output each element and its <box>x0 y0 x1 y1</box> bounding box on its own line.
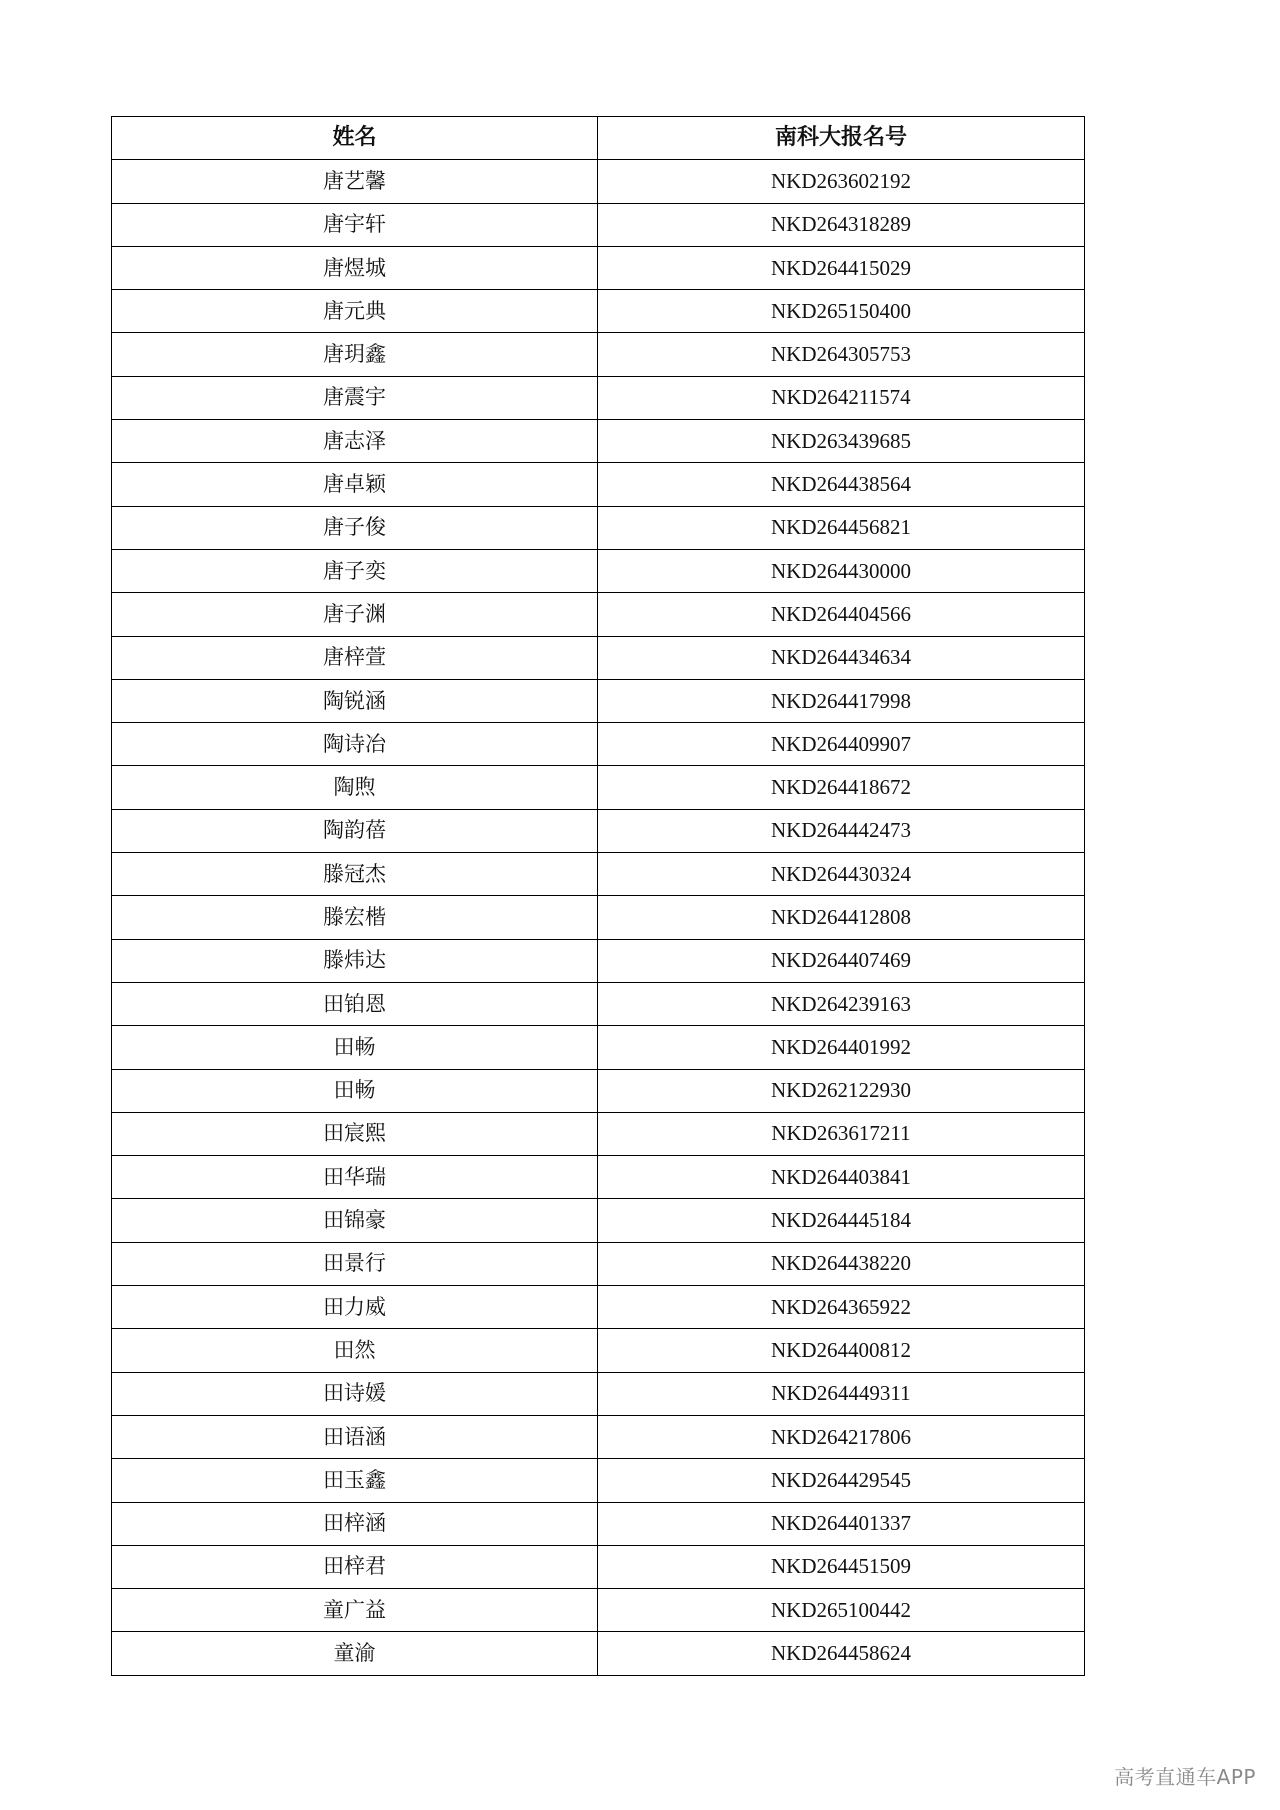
registration-id-cell: NKD263602192 <box>598 160 1085 203</box>
registration-id-cell: NKD264217806 <box>598 1415 1085 1458</box>
registration-id-cell: NKD264409907 <box>598 723 1085 766</box>
student-name-cell: 童渝 <box>112 1632 598 1675</box>
registration-id-cell: NKD264404566 <box>598 593 1085 636</box>
registration-id-cell: NKD264401337 <box>598 1502 1085 1545</box>
registration-id-cell: NKD265150400 <box>598 290 1085 333</box>
table-row <box>112 1632 1085 1675</box>
table-row <box>112 333 1085 376</box>
student-name-cell: 唐玥鑫 <box>112 333 598 376</box>
registration-id-cell: NKD264305753 <box>598 333 1085 376</box>
student-name-cell: 唐艺馨 <box>112 160 598 203</box>
table-row <box>112 1502 1085 1545</box>
table-row <box>112 1286 1085 1329</box>
table-row <box>112 160 1085 203</box>
table-row <box>112 1329 1085 1372</box>
table-row <box>112 939 1085 982</box>
student-name-cell: 田语涵 <box>112 1415 598 1458</box>
table-header-row <box>112 117 1085 160</box>
table-row <box>112 506 1085 549</box>
registration-id-cell: NKD264430324 <box>598 853 1085 896</box>
student-name-cell: 田畅 <box>112 1069 598 1112</box>
registration-id-cell: NKD264418672 <box>598 766 1085 809</box>
registration-id-cell: NKD264445184 <box>598 1199 1085 1242</box>
table-row <box>112 1459 1085 1502</box>
student-name-cell: 陶锐涵 <box>112 679 598 722</box>
column-header-name: 姓名 <box>112 117 598 160</box>
table-row <box>112 420 1085 463</box>
registration-id-cell: NKD264211574 <box>598 376 1085 419</box>
student-name-cell: 唐宇轩 <box>112 203 598 246</box>
registration-id-cell: NKD263439685 <box>598 420 1085 463</box>
student-name-cell: 陶韵蓓 <box>112 809 598 852</box>
registration-id-cell: NKD264365922 <box>598 1286 1085 1329</box>
table-row <box>112 246 1085 289</box>
registration-id-cell: NKD264434634 <box>598 636 1085 679</box>
registration-id-cell: NKD263617211 <box>598 1112 1085 1155</box>
watermark-text: 高考直通车APP <box>1114 1765 1256 1789</box>
table-row <box>112 1156 1085 1199</box>
student-name-cell: 田诗媛 <box>112 1372 598 1415</box>
student-name-cell: 陶诗冶 <box>112 723 598 766</box>
student-name-cell: 唐子奕 <box>112 549 598 592</box>
table-row <box>112 376 1085 419</box>
registration-id-cell: NKD264430000 <box>598 549 1085 592</box>
registration-id-cell: NKD264449311 <box>598 1372 1085 1415</box>
student-name-cell: 田畅 <box>112 1026 598 1069</box>
student-name-cell: 陶煦 <box>112 766 598 809</box>
table-row <box>112 549 1085 592</box>
table-row <box>112 766 1085 809</box>
registration-id-cell: NKD264429545 <box>598 1459 1085 1502</box>
table-row <box>112 1069 1085 1112</box>
student-name-cell: 田华瑞 <box>112 1156 598 1199</box>
registration-id-cell: NKD264415029 <box>598 246 1085 289</box>
table-row <box>112 723 1085 766</box>
registration-id-cell: NKD264456821 <box>598 506 1085 549</box>
student-name-cell: 童广益 <box>112 1589 598 1632</box>
registration-id-cell: NKD264412808 <box>598 896 1085 939</box>
table-row <box>112 290 1085 333</box>
student-name-cell: 田力威 <box>112 1286 598 1329</box>
registration-id-cell: NKD264417998 <box>598 679 1085 722</box>
table-row <box>112 1545 1085 1588</box>
table-row <box>112 1242 1085 1285</box>
student-name-cell: 田宸熙 <box>112 1112 598 1155</box>
student-name-cell: 唐卓颖 <box>112 463 598 506</box>
column-header-registration-id: 南科大报名号 <box>598 117 1085 160</box>
table-row <box>112 982 1085 1025</box>
student-name-cell: 田然 <box>112 1329 598 1372</box>
table-row <box>112 1026 1085 1069</box>
table-row <box>112 1199 1085 1242</box>
admission-list-table <box>111 116 1085 1676</box>
table-body <box>112 160 1085 1675</box>
table-row <box>112 636 1085 679</box>
registration-id-cell: NKD265100442 <box>598 1589 1085 1632</box>
registration-id-cell: NKD262122930 <box>598 1069 1085 1112</box>
registration-id-cell: NKD264401992 <box>598 1026 1085 1069</box>
table-row <box>112 463 1085 506</box>
student-name-cell: 唐子俊 <box>112 506 598 549</box>
registration-id-cell: NKD264407469 <box>598 939 1085 982</box>
student-name-cell: 田景行 <box>112 1242 598 1285</box>
table-row <box>112 593 1085 636</box>
table-row <box>112 1112 1085 1155</box>
table-row <box>112 809 1085 852</box>
registration-id-cell: NKD264438220 <box>598 1242 1085 1285</box>
registration-id-cell: NKD264403841 <box>598 1156 1085 1199</box>
registration-id-cell: NKD264239163 <box>598 982 1085 1025</box>
registration-id-cell: NKD264318289 <box>598 203 1085 246</box>
student-name-cell: 田锦豪 <box>112 1199 598 1242</box>
student-name-cell: 唐煜城 <box>112 246 598 289</box>
student-name-cell: 滕宏楷 <box>112 896 598 939</box>
registration-id-cell: NKD264438564 <box>598 463 1085 506</box>
student-name-cell: 田玉鑫 <box>112 1459 598 1502</box>
student-name-cell: 唐梓萱 <box>112 636 598 679</box>
table-row <box>112 1415 1085 1458</box>
student-name-cell: 滕炜达 <box>112 939 598 982</box>
table-row <box>112 203 1085 246</box>
student-name-cell: 田铂恩 <box>112 982 598 1025</box>
student-name-cell: 田梓君 <box>112 1545 598 1588</box>
table-row <box>112 679 1085 722</box>
registration-id-cell: NKD264458624 <box>598 1632 1085 1675</box>
student-name-cell: 唐震宇 <box>112 376 598 419</box>
table-row <box>112 896 1085 939</box>
student-name-cell: 滕冠杰 <box>112 853 598 896</box>
table-row <box>112 853 1085 896</box>
registration-id-cell: NKD264451509 <box>598 1545 1085 1588</box>
student-name-cell: 田梓涵 <box>112 1502 598 1545</box>
student-name-cell: 唐子渊 <box>112 593 598 636</box>
student-name-cell: 唐志泽 <box>112 420 598 463</box>
table-row <box>112 1372 1085 1415</box>
student-name-cell: 唐元典 <box>112 290 598 333</box>
registration-id-cell: NKD264400812 <box>598 1329 1085 1372</box>
registration-id-cell: NKD264442473 <box>598 809 1085 852</box>
table-row <box>112 1589 1085 1632</box>
